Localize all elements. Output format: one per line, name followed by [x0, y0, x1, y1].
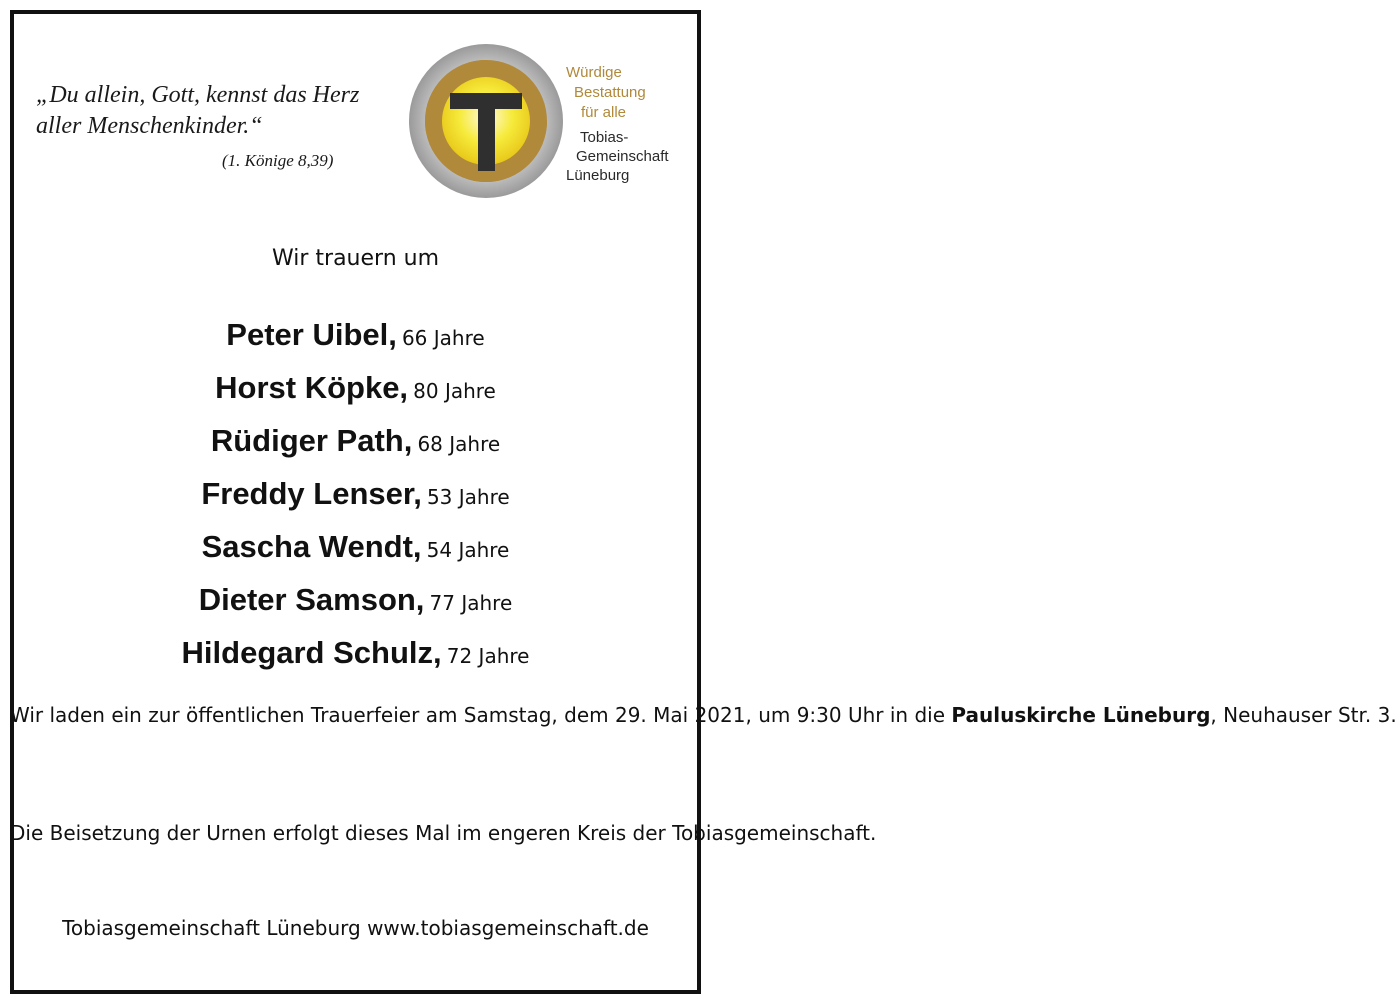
footer [10, 913, 701, 944]
deceased-list [10, 308, 701, 679]
footer-website: www.tobiasgemeinschaft.de [367, 916, 649, 940]
tobias-logo-icon [408, 43, 564, 199]
quote-line-1: „Du allein, Gott, kennst das Herz [36, 82, 360, 108]
quote-reference: (1. Könige 8,39) [222, 151, 334, 170]
deceased-name: Freddy Lenser, [201, 476, 422, 511]
deceased-age: 72 Jahre [446, 644, 530, 668]
deceased-name: Sascha Wendt, [201, 529, 422, 564]
logo-org-line: Tobias- [580, 129, 629, 146]
deceased-name: Horst Köpke, [215, 370, 409, 405]
logo-tagline-line: Würdige [566, 64, 622, 81]
invitation-line-1: Wir laden ein zur öffentlichen Trauerfeier [10, 703, 420, 727]
church-address: , Neuhauser Str. 3. [1210, 703, 1397, 727]
deceased-age: 53 Jahre [426, 485, 510, 509]
deceased-name: Peter Uibel, [226, 317, 397, 352]
mourning-intro: Wir trauern um [271, 246, 440, 271]
logo-org-line: Lüneburg [566, 167, 630, 184]
quote-line-2: aller Menschenkinder.“ [36, 113, 263, 139]
deceased-age: 54 Jahre [426, 538, 510, 562]
deceased-age: 80 Jahre [413, 379, 496, 403]
invitation-line-3 [890, 703, 1397, 727]
deceased-age: 68 Jahre [417, 432, 501, 456]
deceased-name: Rüdiger Path, [210, 423, 413, 458]
deceased-entry [10, 467, 701, 520]
deceased-name: Hildegard Schulz, [181, 635, 442, 670]
invitation-line-2: am Samstag, dem 29. Mai 2021, um 9:30 Uhr [425, 703, 884, 727]
logo-org-line: Gemeinschaft [576, 148, 669, 165]
deceased-age: 66 Jahre [401, 326, 485, 350]
deceased-entry [10, 626, 701, 679]
bible-quote [36, 80, 416, 142]
deceased-entry [10, 361, 701, 414]
logo-organization [566, 128, 669, 185]
deceased-name: Dieter Samson, [198, 582, 425, 617]
deceased-entry [10, 308, 701, 361]
logo-tagline [566, 63, 646, 123]
logo-tagline-line: Bestattung [574, 84, 646, 101]
footer-organization: Tobiasgemeinschaft Lüneburg [62, 916, 361, 940]
invitation-prefix: in die [889, 703, 952, 727]
logo-tagline-line: für alle [581, 104, 627, 121]
funeral-invitation [10, 700, 1397, 730]
deceased-entry [10, 573, 701, 626]
burial-line-2: im engeren Kreis der Tobiasgemeinschaft. [456, 821, 877, 845]
deceased-age: 77 Jahre [429, 591, 513, 615]
church-name: Pauluskirche Lüneburg [951, 703, 1211, 727]
deceased-entry [10, 414, 701, 467]
burial-note [10, 818, 877, 849]
burial-line-1: Die Beisetzung der Urnen erfolgt dieses Mal [10, 821, 451, 845]
deceased-entry [10, 520, 701, 573]
